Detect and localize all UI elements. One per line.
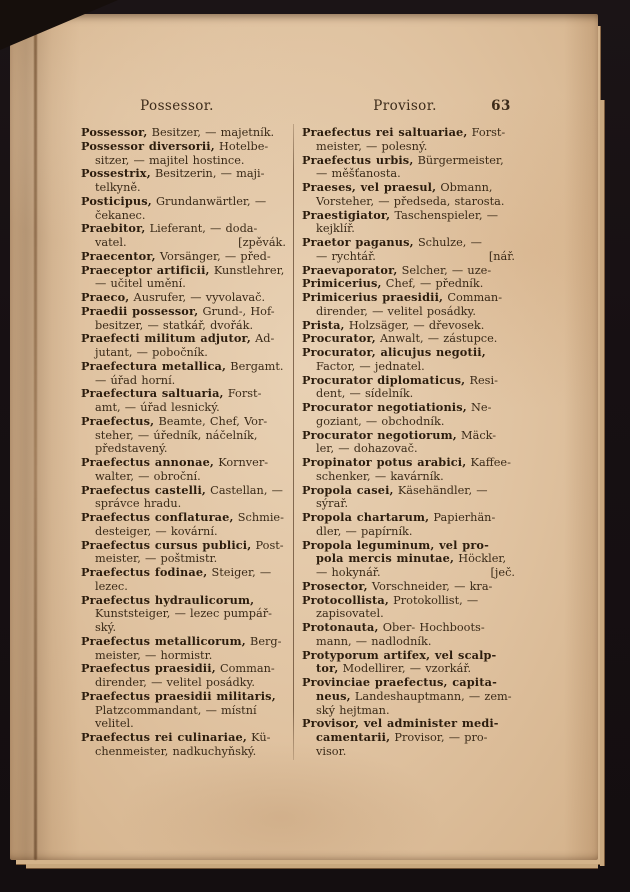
translation-text: Comman-: [215, 662, 275, 676]
latin-headword: Praefectus conflaturae,: [81, 510, 234, 524]
entry-line: [81, 154, 287, 168]
entry-line: [302, 319, 516, 333]
entry-line: [81, 305, 287, 319]
latin-headword: Procurator negotiationis,: [302, 400, 467, 414]
translation-text: Papierhän-: [429, 511, 496, 524]
dictionary-entry: [302, 277, 516, 291]
entry-line: [81, 566, 287, 580]
entry-line: [302, 442, 516, 456]
translation-text: — měšťanosta.: [316, 167, 401, 181]
translation-text: Lieferant, — doda-: [145, 222, 258, 236]
translation-text: Besitzer, — majetník.: [147, 126, 275, 139]
entry-line: [302, 291, 516, 305]
translation-text: Steiger, —: [207, 566, 272, 579]
page-number: 63: [491, 98, 511, 114]
entry-line: [81, 250, 287, 264]
latin-headword: Primicerius praesidii,: [302, 290, 444, 304]
entry-line: [302, 690, 516, 704]
translation-text: Factor, — jednatel.: [316, 359, 425, 373]
translation-text: kejklíř.: [316, 222, 355, 236]
dictionary-entry: [302, 236, 516, 264]
dictionary-entry: [81, 126, 287, 140]
translation-text: walter, — obroční.: [95, 469, 201, 483]
latin-headword: Procurator negotiorum,: [302, 427, 457, 442]
latin-headword: Praefectus metallicorum,: [81, 633, 246, 648]
entry-line: [302, 305, 516, 319]
entry-line: [81, 580, 287, 594]
latin-headword: Possestrix,: [81, 166, 151, 181]
translation-text: goziant, — obchodník.: [316, 414, 445, 428]
translation-text: meister, — poštmistr.: [95, 552, 218, 566]
translation-text: desteiger, — kovární.: [95, 524, 218, 538]
entry-line: [302, 731, 516, 745]
entry-line: [81, 497, 287, 511]
translation-text: — učitel umění.: [95, 277, 186, 291]
entry-line: [81, 236, 287, 250]
translation-text: lezec.: [95, 579, 128, 593]
latin-headword: Praefectus,: [81, 413, 155, 428]
dictionary-entry: [81, 332, 287, 360]
latin-headword: Praefectus annonae,: [81, 455, 214, 469]
entry-line: [81, 442, 287, 456]
translation-text: Kunstlehrer,: [209, 263, 285, 277]
entry-line: [302, 140, 516, 154]
dictionary-entry: [302, 456, 516, 484]
dictionary-entry: [81, 264, 287, 292]
entry-line: [81, 484, 287, 498]
latin-headword: Praeceptor artificii,: [81, 262, 210, 277]
translation-text: dent, — sídelník.: [316, 387, 414, 401]
translation-text: Vorsteher, — předseda, starosta.: [316, 194, 505, 208]
entry-line: [81, 635, 287, 649]
latin-headword: Praefectura metallica,: [81, 358, 227, 373]
translation-text: Mäck-: [456, 428, 497, 442]
latin-headword: Praevaporator,: [302, 262, 398, 277]
translation-text: Höckler,: [454, 552, 507, 566]
entry-line: [81, 319, 287, 333]
translation-text: — hokynář.: [316, 566, 381, 579]
entry-line: [81, 594, 287, 608]
entry-line: [302, 717, 516, 731]
latin-headword: Praeco,: [81, 290, 130, 304]
running-head: [10, 98, 598, 116]
entry-line: [81, 649, 287, 663]
entry-line: [302, 635, 516, 649]
translation-text: Castellan, —: [205, 483, 283, 497]
left-column: [81, 126, 287, 759]
latin-headword: Propinator potus arabici,: [302, 455, 467, 469]
dictionary-entry: [81, 484, 287, 512]
entry-line: [302, 264, 516, 278]
catchword: [nář.: [488, 249, 515, 263]
entry-line: [302, 360, 516, 374]
translation-text: meister, — polesný.: [316, 139, 428, 153]
entry-line: [81, 525, 287, 539]
entry-line: [302, 456, 516, 470]
translation-text: ský.: [95, 621, 117, 634]
translation-text: besitzer, — statkář, dvořák.: [95, 318, 254, 332]
entry-line: [81, 607, 287, 621]
dictionary-entry: [81, 291, 287, 305]
entry-line: [81, 662, 287, 676]
entry-line: [302, 154, 516, 168]
latin-headword: Praefectus hydraulicorum,: [81, 592, 255, 607]
translation-text: Protokollist, —: [388, 593, 479, 607]
latin-headword: Praestigiator,: [302, 207, 391, 222]
entry-line: [302, 662, 516, 676]
latin-headword: Propola chartarum,: [302, 510, 430, 524]
translation-text: Vorschneider, — kra-: [367, 579, 493, 593]
entry-line: [81, 511, 287, 525]
entry-line: [302, 332, 516, 346]
translation-text: ský hejtman.: [316, 703, 390, 717]
entry-line: [302, 621, 516, 635]
entry-line: [81, 277, 287, 291]
entry-line: [302, 222, 516, 236]
translation-text: ler, — dohazovač.: [316, 442, 418, 456]
translation-text: amt, — úřad lesnický.: [95, 401, 220, 414]
entry-line: [81, 332, 287, 346]
entry-line: [81, 470, 287, 484]
dictionary-entry: [302, 539, 516, 580]
latin-headword: Possessor,: [81, 125, 148, 139]
latin-headword: Praefectus praesidii,: [81, 661, 216, 676]
entry-line: [81, 456, 287, 470]
entry-line: [302, 511, 516, 525]
translation-text: Käsehändler, —: [393, 483, 488, 497]
entry-line: [81, 140, 287, 154]
translation-text: Hotelbe-: [214, 139, 269, 153]
translation-text: dirender, — velitel posádky.: [95, 676, 255, 689]
entry-line: [302, 346, 516, 360]
latin-headword: Praefectus rei saltuariae,: [302, 125, 468, 139]
translation-text: sýrař.: [316, 497, 349, 511]
latin-headword: neus,: [316, 688, 351, 703]
dictionary-entry: [302, 374, 516, 402]
dictionary-entry: [81, 594, 287, 635]
dictionary-entry: [81, 456, 287, 484]
entry-line: [302, 250, 516, 264]
dictionary-entry: [302, 580, 516, 594]
entry-line: [302, 649, 516, 663]
entry-line: [302, 607, 516, 621]
latin-headword: Praefectus cursus publici,: [81, 537, 252, 552]
entry-line: [81, 360, 287, 374]
latin-headword: Praefectura saltuaria,: [81, 386, 224, 401]
dictionary-entry: [302, 332, 516, 346]
running-title-left: Possessor.: [140, 98, 214, 114]
translation-text: Bergamt.: [226, 359, 284, 373]
dictionary-entry: [81, 690, 287, 731]
entry-line: [302, 236, 516, 250]
entry-line: [81, 291, 287, 305]
translation-text: Forst-: [467, 126, 506, 139]
entry-line: [81, 552, 287, 566]
entry-line: [81, 704, 287, 718]
translation-text: — úřad horní.: [95, 373, 176, 387]
entry-line: [81, 676, 287, 690]
translation-text: steher, — úředník, náčelník,: [95, 428, 258, 442]
translation-text: Bürgermeister,: [413, 153, 504, 167]
entry-line: [81, 690, 287, 704]
dictionary-entry: [81, 566, 287, 594]
translation-text: Resi-: [465, 373, 498, 387]
translation-text: Schulze, —: [413, 236, 482, 249]
translation-text: Ne-: [466, 401, 492, 414]
dictionary-entry: [81, 250, 287, 264]
entry-line: [302, 374, 516, 388]
translation-text: Ad-: [250, 332, 275, 346]
entry-line: [81, 717, 287, 731]
translation-text: Provisor, — pro-: [390, 731, 488, 744]
translation-text: — rychtář.: [316, 249, 376, 263]
latin-headword: Praefectus urbis,: [302, 152, 414, 167]
translation-text: Berg-: [245, 634, 282, 648]
latin-headword: Praecentor,: [81, 248, 156, 263]
entry-line: [81, 731, 287, 745]
dictionary-entry: [302, 401, 516, 429]
latin-headword: Posticipus,: [81, 193, 152, 208]
latin-headword: Praefectus fodinae,: [81, 565, 208, 579]
entry-line: [81, 745, 287, 759]
entry-line: [81, 346, 287, 360]
latin-headword: Praefecti militum adjutor,: [81, 331, 251, 346]
latin-headword: Procurator,: [302, 331, 376, 346]
translation-text: Beamte, Chef, Vor-: [154, 414, 268, 428]
book-page: [10, 14, 598, 860]
translation-text: Kaffee-: [466, 456, 511, 469]
latin-headword: Praedii possessor,: [81, 303, 199, 318]
translation-text: Ober- Hochboots-: [378, 621, 485, 634]
translation-text: Grund-, Hof-: [198, 304, 275, 318]
dictionary-entry: [302, 181, 516, 209]
translation-text: Forst-: [223, 387, 262, 401]
latin-headword: Procurator, alicujus negotii,: [302, 345, 486, 359]
catchword: [ječ.: [490, 566, 515, 579]
dictionary-entry: [302, 649, 516, 677]
latin-headword: Primicerius,: [302, 276, 382, 291]
dictionary-entry: [81, 360, 287, 388]
dictionary-entry: [302, 717, 516, 758]
entry-line: [81, 539, 287, 553]
translation-text: sitzer, — majitel hostince.: [95, 153, 245, 167]
translation-text: Comman-: [443, 291, 503, 304]
dictionary-entry: [302, 594, 516, 622]
translation-text: Kornver-: [214, 456, 269, 469]
entry-line: [81, 621, 287, 635]
translation-text: Schmie-: [233, 511, 284, 524]
dictionary-entry: [302, 484, 516, 512]
entry-line: [302, 745, 516, 759]
entry-line: [81, 195, 287, 209]
latin-headword: Praefectus rei culinariae,: [81, 730, 247, 744]
page-stack-edge: [600, 100, 605, 866]
latin-headword: Prista,: [302, 317, 345, 332]
latin-headword: Praebitor,: [81, 221, 146, 236]
entry-line: [302, 525, 516, 539]
entry-line: [81, 264, 287, 278]
latin-headword: Praefectus praesidii militaris,: [81, 688, 276, 703]
right-column: [302, 126, 516, 759]
latin-headword: Provinciae praefectus, capita-: [302, 675, 497, 689]
entry-line: [302, 704, 516, 718]
entry-line: [302, 167, 516, 181]
latin-headword: Praetor paganus,: [302, 235, 414, 249]
translation-text: visor.: [316, 744, 347, 758]
translation-text: telkyně.: [95, 181, 141, 194]
entry-line: [302, 676, 516, 690]
dictionary-entry: [302, 621, 516, 649]
latin-headword: Protocollista,: [302, 592, 389, 607]
translation-text: Kü-: [246, 731, 271, 744]
dictionary-entry: [81, 387, 287, 415]
latin-headword: Propola leguminum, vel pro-: [302, 537, 489, 552]
entry-line: [302, 277, 516, 291]
translation-text: správce hradu.: [95, 497, 182, 511]
catchword: [zpěvák.: [238, 236, 286, 249]
latin-headword: Protyporum artifex, vel scalp-: [302, 647, 497, 662]
entry-line: [302, 209, 516, 223]
entry-line: [302, 195, 516, 209]
latin-headword: Protonauta,: [302, 620, 379, 634]
running-title-right: Provisor.: [373, 98, 437, 114]
dictionary-entry: [81, 305, 287, 333]
dictionary-entry: [81, 731, 287, 759]
dictionary-entry: [81, 662, 287, 690]
dictionary-entry: [81, 222, 287, 250]
dictionary-entry: [81, 539, 287, 567]
latin-headword: Procurator diplomaticus,: [302, 372, 466, 387]
translation-text: Post-: [251, 538, 284, 552]
translation-text: Modellirer, — vzorkář.: [338, 662, 472, 676]
dictionary-entry: [81, 167, 287, 195]
translation-text: Platzcommandant, — místní: [95, 703, 257, 717]
translation-text: Vorsänger, — před-: [155, 249, 271, 263]
entry-line: [302, 594, 516, 608]
entry-line: [302, 387, 516, 401]
dictionary-entry: [302, 126, 516, 154]
entry-line: [302, 126, 516, 140]
entry-line: [81, 401, 287, 415]
dictionary-entry: [302, 154, 516, 182]
latin-headword: Praeses, vel praesul,: [302, 180, 437, 194]
entry-line: [81, 429, 287, 443]
dictionary-entry: [302, 264, 516, 278]
entry-line: [302, 539, 516, 553]
dictionary-entry: [302, 319, 516, 333]
dictionary-entry: [302, 511, 516, 539]
entry-line: [81, 387, 287, 401]
entry-line: [302, 497, 516, 511]
translation-text: dler, — papírník.: [316, 524, 413, 538]
entry-line: [81, 222, 287, 236]
translation-text: Obmann,: [436, 181, 493, 194]
translation-text: čekanec.: [95, 208, 146, 222]
latin-headword: Provisor, vel administer medi-: [302, 716, 499, 731]
latin-headword: Possessor diversorii,: [81, 138, 215, 153]
translation-text: Chef, — předník.: [381, 277, 484, 291]
entry-line: [302, 181, 516, 195]
latin-headword: Praefectus castelli,: [81, 482, 206, 497]
translation-text: jutant, — pobočník.: [95, 346, 208, 359]
dictionary-entry: [302, 676, 516, 717]
entry-line: [302, 470, 516, 484]
latin-headword: Prosector,: [302, 578, 368, 593]
dictionary-entry: [81, 511, 287, 539]
entry-line: [81, 181, 287, 195]
translation-text: meister, — hormistr.: [95, 648, 213, 662]
dictionary-entry: [81, 140, 287, 168]
dictionary-entry: [302, 291, 516, 319]
entry-line: [302, 401, 516, 415]
dictionary-entry: [302, 429, 516, 457]
translation-text: Landeshauptmann, — zem-: [350, 689, 512, 703]
dictionary-entry: [81, 195, 287, 223]
entry-line: [302, 484, 516, 498]
translation-text: mann, — nadlodník.: [316, 634, 432, 648]
translation-text: zapisovatel.: [316, 607, 384, 621]
latin-headword: Propola casei,: [302, 482, 394, 497]
entry-line: [302, 566, 516, 580]
translation-text: Kunststeiger, — lezec pumpář-: [95, 607, 272, 621]
translation-text: Ausrufer, — vyvolavač.: [129, 291, 266, 304]
dictionary-entry: [81, 635, 287, 663]
entry-line: [302, 580, 516, 594]
translation-text: Anwalt, — zástupce.: [375, 332, 498, 346]
translation-text: Selcher, — uze-: [397, 263, 492, 277]
entry-line: [81, 209, 287, 223]
column-divider: [293, 124, 294, 760]
entry-line: [81, 167, 287, 181]
translation-text: dirender, — velitel posádky.: [316, 304, 476, 318]
dictionary-entry: [302, 346, 516, 374]
translation-text: Besitzerin, — maji-: [150, 167, 265, 181]
latin-headword: camentarii,: [316, 730, 391, 744]
latin-headword: tor,: [316, 661, 339, 676]
entry-line: [81, 415, 287, 429]
dictionary-entry: [81, 415, 287, 456]
translation-text: schenker, — kavárník.: [316, 469, 444, 483]
translation-text: chenmeister, nadkuchyňský.: [95, 744, 257, 758]
spine-crease: [34, 14, 37, 860]
latin-headword: pola mercis minutae,: [316, 551, 455, 566]
entry-line: [81, 126, 287, 140]
translation-text: Grundanwärtler, —: [151, 194, 267, 208]
entry-line: [302, 415, 516, 429]
translation-text: Taschenspieler, —: [390, 208, 499, 222]
translation-text: velitel.: [95, 717, 134, 731]
dictionary-entry: [302, 209, 516, 237]
page-stack-edge: [26, 864, 598, 869]
translation-text: představený.: [95, 442, 168, 456]
translation-text: vatel.: [95, 236, 127, 249]
entry-line: [302, 429, 516, 443]
entry-line: [302, 552, 516, 566]
entry-line: [81, 374, 287, 388]
translation-text: Holzsäger, — dřevosek.: [344, 318, 485, 332]
